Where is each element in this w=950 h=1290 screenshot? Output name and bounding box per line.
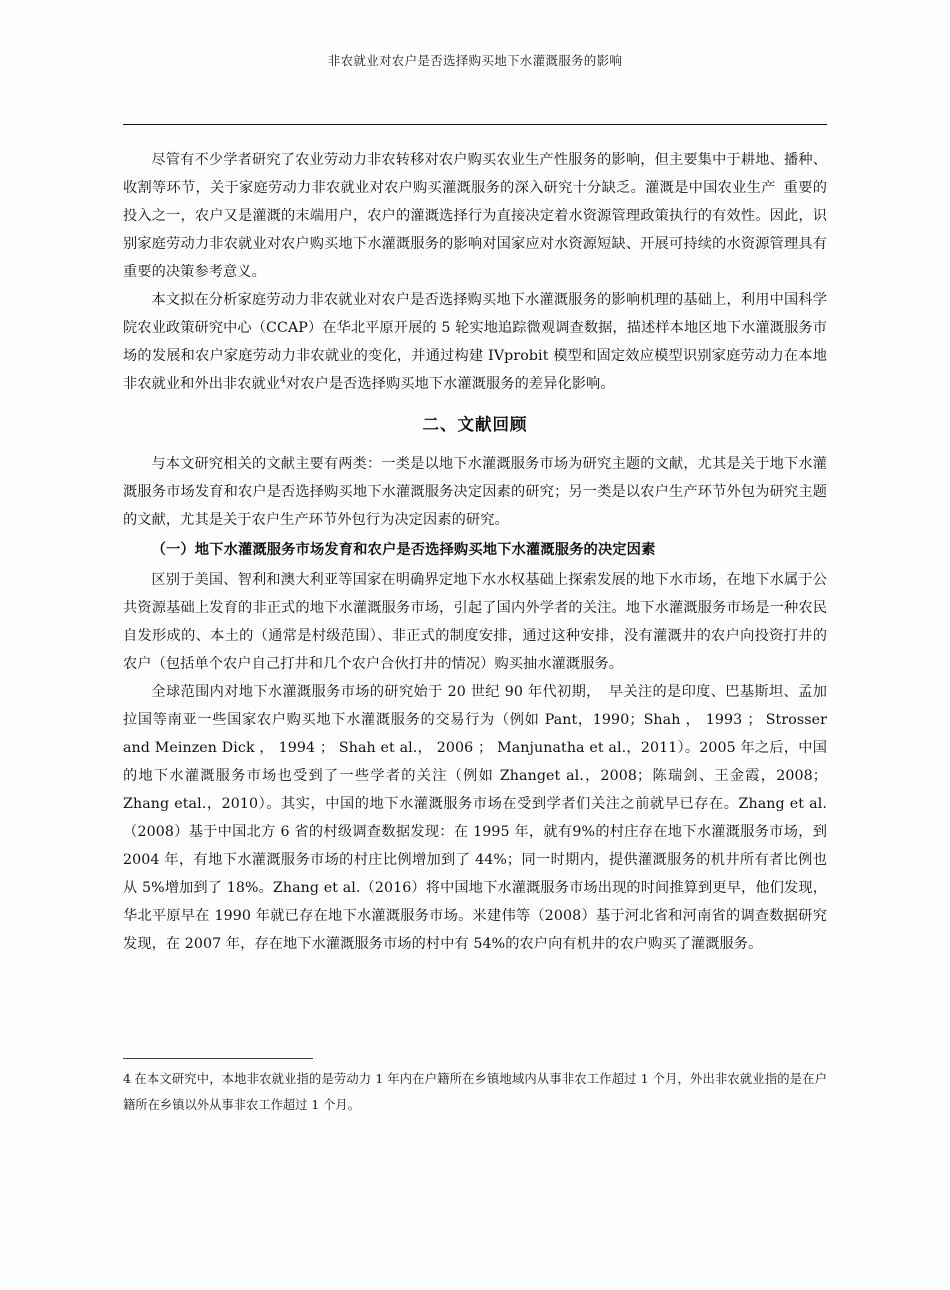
paragraph-intro-2-text-a: 本文拟在分析家庭劳动力非农就业对农户是否选择购买地下水灌溉服务的影响机理的基础上，利用中国科学院农业政策研究中心（CCAP）在华北平原开展的 5 轮实地追踪微观调查数据，描述样本地区地下水灌溉服务市场的发展和农户家庭劳动力非农就业的变化，并通过构建 IVprobit 模型和固定效应模型识别家庭劳动力在本地非农就业和外出非农就业 (123, 292, 827, 392)
paragraph-intro-1 (123, 146, 827, 286)
subsection-heading-determinants: （一）地下水灌溉服务市场发育和农户是否选择购买地下水灌溉服务的决定因素 (151, 542, 656, 558)
paragraph-intro-1-text-a: 尽管有不少学者研究了农业劳动力非农转移对农户购买农业生产性服务的影响，但主要集中于耕地、播种、收割等环节，关于家庭劳动力非农就业对农户购买灌溉服务的深入研究十分缺乏。灌溉是中国农业生产 (123, 152, 827, 196)
footnote-separator-rule (123, 1058, 313, 1059)
paragraph-market-definition: 区别于美国、智利和澳大利亚等国家在明确界定地下水水权基础上探索发展的地下水市场，在地下水属于公共资源基础上发育的非正式的地下水灌溉服务市场，引起了国内外学者的关注。地下水灌溉服务市场是一种农民自发形成的、本土的（通常是村级范围）、非正式的制度安排，通过这种安排，没有灌溉井的农户向投资打井的农户（包括单个农户自己打井和几个农户合伙打井的情况）购买抽水灌溉服务。 (123, 572, 827, 672)
paragraph-global-research-text-b: 早关注的是印度、巴基斯坦、孟加拉国等南亚一些国家农户购买地下水灌溉服务的交易行为（例如 Pant，1990；Shah ， 1993 ； (123, 684, 827, 728)
footnote-marker-ref[interactable]: 4 (280, 375, 286, 386)
body-text-column (123, 146, 827, 958)
paragraph-intro-1-text-b: 重要的投入之一，农户又是灌溉的末端用户，农户的灌溉选择行为直接决定着水资源管理政策执行的有效性。因此，识别家庭劳动力非农就业对农户购买地下水灌溉服务的影响对国家应对水资源短缺、开展可持续的水资源管理具有重要的决策参考意义。 (123, 180, 827, 280)
footnote-number: 4 (123, 1072, 131, 1086)
paragraph-global-research (123, 678, 827, 958)
section-heading-literature-review: 二、文献回顾 (422, 415, 528, 434)
paragraph-intro-2-text-b: 对农户是否选择购买地下水灌溉服务的差异化影响。 (286, 376, 615, 392)
paragraph-global-research-text-a: 全球范围内对地下水灌溉服务市场的研究始于 20 世纪 90 年代初期， (151, 684, 601, 700)
paragraph-intro-2 (123, 286, 827, 398)
footnote-text: 在本文研究中，本地非农就业指的是劳动力 1 年内在户籍所在乡镇地域内从事非农工作超过 1 个月，外出非农就业指的是在户籍所在乡镇以外从事非农工作超过 1 个月。 (123, 1072, 827, 1112)
running-head: 非农就业对农户是否选择购买地下水灌溉服务的影响 (327, 53, 623, 68)
paragraph-lit-overview: 与本文研究相关的文献主要有两类：一类是以地下水灌溉服务市场为研究主题的文献，尤其是关于地下水灌溉服务市场发育和农户是否选择购买地下水灌溉服务决定因素的研究；另一类是以农户生产环节外包为研究主题的文献，尤其是关于农户生产环节外包行为决定因素的研究。 (123, 456, 827, 528)
footnote-area (123, 1058, 827, 1118)
header-divider-rule (123, 124, 827, 125)
footnote-entry (123, 1066, 827, 1118)
paragraph-global-research-text-c: Strosser and Meinzen Dick ， 1994 ； Shah et al.， 2006 ； Manjunatha et al.，2011）。2005 年之后，中国的地下水灌溉服务市场也受到了一些学者的关注（例如 Zhanget al.，2008；陈瑞剑、王金霞，2008；Zhang etal.，2010）。其实，中国的地下水灌溉服务市场在受到学者们关注之前就早已存在。Zhang et al.（2008）基于中国北方 6 省的村级调查数据发现：在 1995 年，就有9%的村庄存在地下水灌溉服务市场，到 2004 年，有地下水灌溉服务市场的村庄比例增加到了 44%；同一时期内，提供灌溉服务的机井所有者比例也从 5%增加到了 18%。Zhang et al.（2016）将中国地下水灌溉服务市场出现的时间推算到更早，他们发现，华北平原早在 1990 年就已存在地下水灌溉服务市场。米建伟等（2008）基于河北省和河南省的调查数据研究发现，在 2007 年，存在地下水灌溉服务市场的村中有 54%的农户向有机井的农户购买了灌溉服务。 (123, 712, 827, 952)
